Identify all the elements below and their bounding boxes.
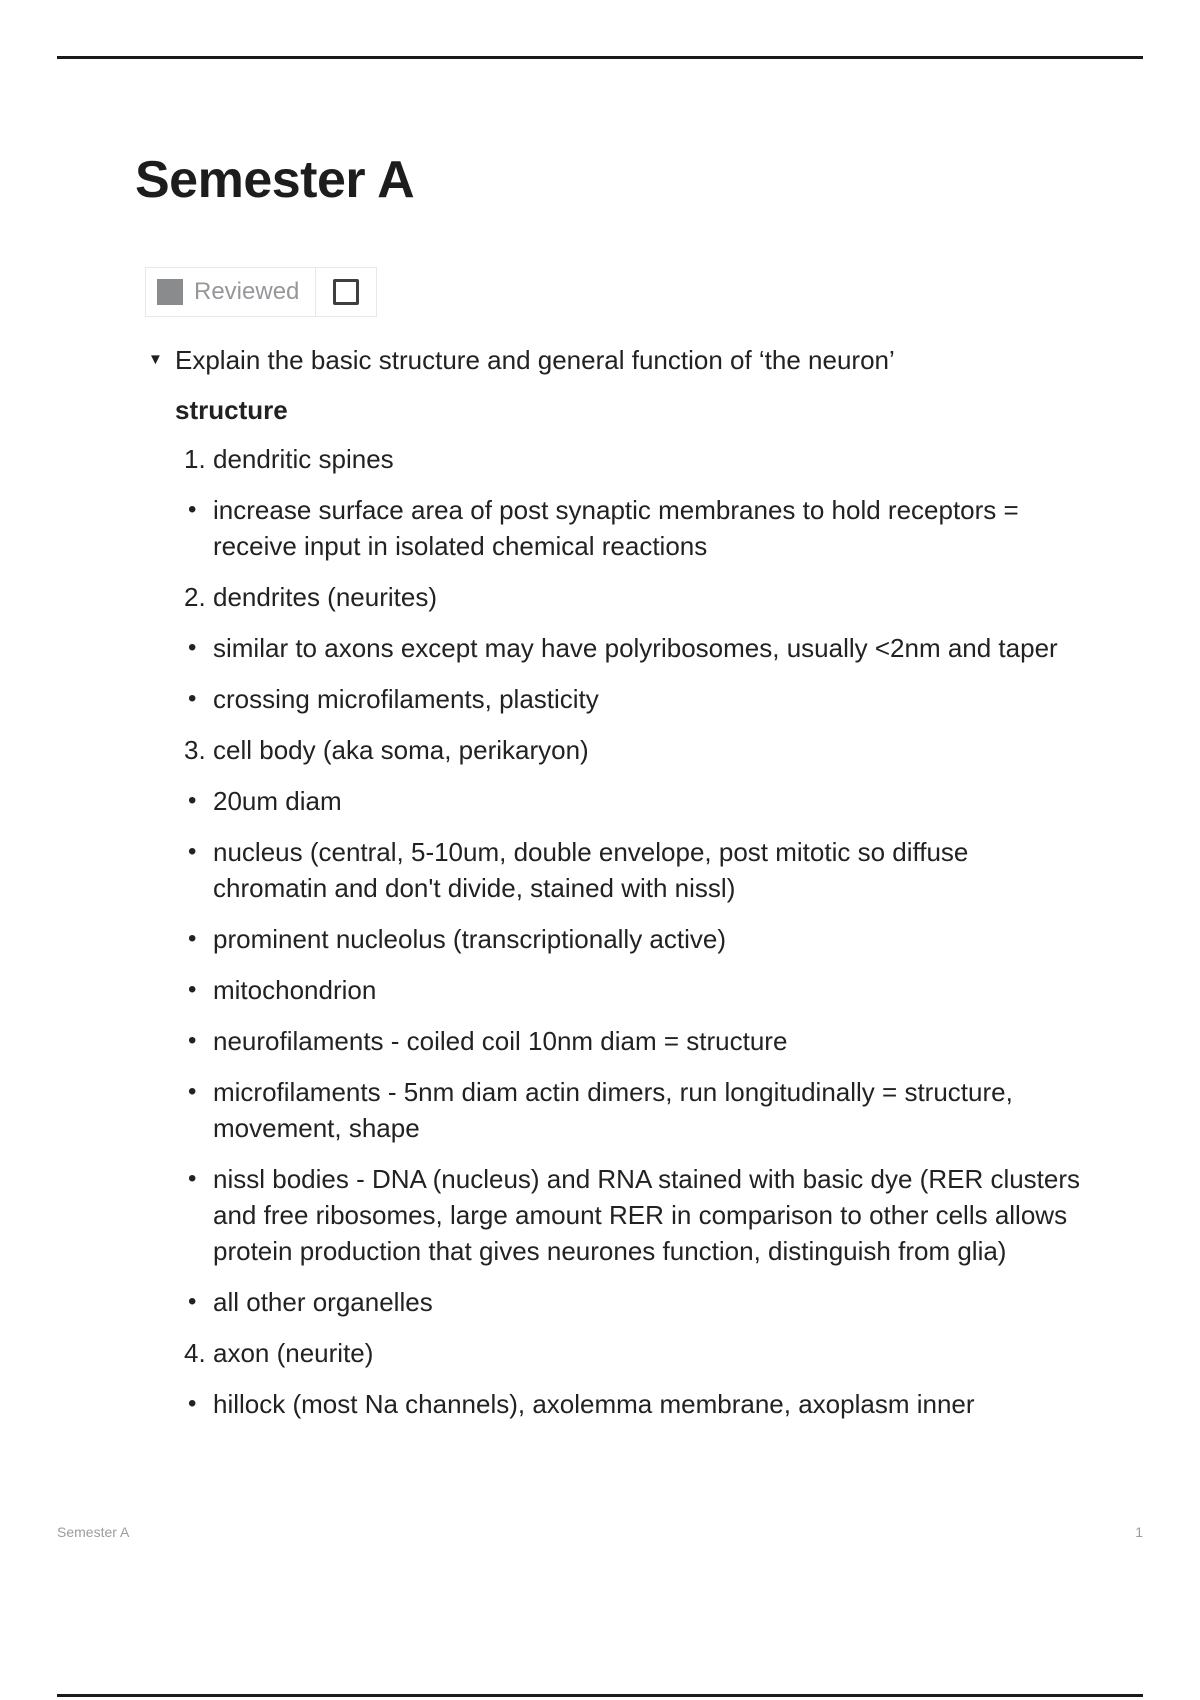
bullet-icon: •	[188, 1288, 197, 1315]
bullet-icon: •	[188, 976, 197, 1003]
list-item	[175, 579, 1087, 615]
list-item	[175, 1284, 1087, 1320]
list-item	[175, 681, 1087, 717]
list-item-text: 20um diam	[213, 786, 342, 816]
list-item-text: axon (neurite)	[213, 1338, 374, 1368]
page-title: Semester A	[135, 151, 415, 209]
list-number: 4.	[184, 1338, 206, 1368]
list-item	[175, 972, 1087, 1008]
page-top-rule	[57, 56, 1143, 59]
list-number: 2.	[184, 582, 206, 612]
bullet-icon: •	[188, 925, 197, 952]
footer-doc-name: Semester A	[57, 1524, 130, 1540]
list-number: 3.	[184, 735, 206, 765]
list-item-text: all other organelles	[213, 1287, 433, 1317]
list-item-text: microfilaments - 5nm diam actin dimers, run longitudinally = structure, movement, shape	[213, 1077, 1013, 1143]
list-item-text: neurofilaments - coiled coil 10nm diam = structure	[213, 1026, 788, 1056]
reviewed-property	[145, 267, 377, 317]
bullet-icon: •	[188, 1027, 197, 1054]
bullet-icon: •	[188, 685, 197, 712]
list-item-text: similar to axons except may have polyribosomes, usually <2nm and taper	[213, 633, 1058, 663]
reviewed-property-value-cell	[316, 268, 376, 316]
list-item-text: cell body (aka soma, perikaryon)	[213, 735, 589, 765]
list-item	[175, 492, 1087, 564]
list-item	[175, 1386, 1087, 1422]
list-item	[175, 1161, 1087, 1269]
list-item	[175, 1023, 1087, 1059]
bullet-icon: •	[188, 1078, 197, 1105]
list-item	[175, 834, 1087, 906]
toggle-header[interactable]	[135, 342, 1087, 378]
reviewed-property-name-cell	[146, 268, 316, 316]
list-item	[175, 783, 1087, 819]
list-item	[175, 921, 1087, 957]
list-item	[175, 441, 1087, 477]
list-item-text: mitochondrion	[213, 975, 377, 1005]
reviewed-checkbox[interactable]	[333, 279, 359, 305]
page-bottom-rule	[57, 1694, 1143, 1697]
footer-page-number: 1	[1135, 1524, 1143, 1540]
list-item	[175, 630, 1087, 666]
section-heading: structure	[175, 395, 288, 425]
list-item-text: hillock (most Na channels), axolemma membrane, axoplasm inner	[213, 1389, 975, 1419]
toggle-triangle-icon[interactable]: ▼	[148, 351, 163, 368]
toggle-content	[135, 392, 1087, 1422]
list-item	[175, 1335, 1087, 1371]
list-item-text: crossing microfilaments, plasticity	[213, 684, 599, 714]
bullet-icon: •	[188, 838, 197, 865]
list-item-text: prominent nucleolus (transcriptionally active)	[213, 924, 727, 954]
list-item-text: increase surface area of post synaptic membranes to hold receptors = receive input in isolated chemical reactions	[213, 495, 1019, 561]
list-item	[175, 1074, 1087, 1146]
list-number: 1.	[184, 444, 206, 474]
bullet-icon: •	[188, 1165, 197, 1192]
bullet-icon: •	[188, 496, 197, 523]
checkbox-property-icon	[157, 279, 183, 305]
bullet-icon: •	[188, 1390, 197, 1417]
document-body	[135, 148, 1087, 1437]
list-item	[175, 732, 1087, 768]
list-item-text: dendritic spines	[213, 444, 394, 474]
bullet-icon: •	[188, 634, 197, 661]
bullet-icon: •	[188, 787, 197, 814]
reviewed-property-label: Reviewed	[194, 278, 300, 305]
list-item-text: nucleus (central, 5-10um, double envelope, post mitotic so diffuse chromatin and don't divide, stained with nissl)	[213, 837, 969, 903]
list-item-text: dendrites (neurites)	[213, 582, 437, 612]
toggle-title: Explain the basic structure and general function of ‘the neuron’	[175, 345, 895, 375]
list-item-text: nissl bodies - DNA (nucleus) and RNA stained with basic dye (RER clusters and free ribosomes, large amount RER in comparison to other cells allows protein production that gives neurones function, distinguish from glia)	[213, 1164, 1081, 1266]
